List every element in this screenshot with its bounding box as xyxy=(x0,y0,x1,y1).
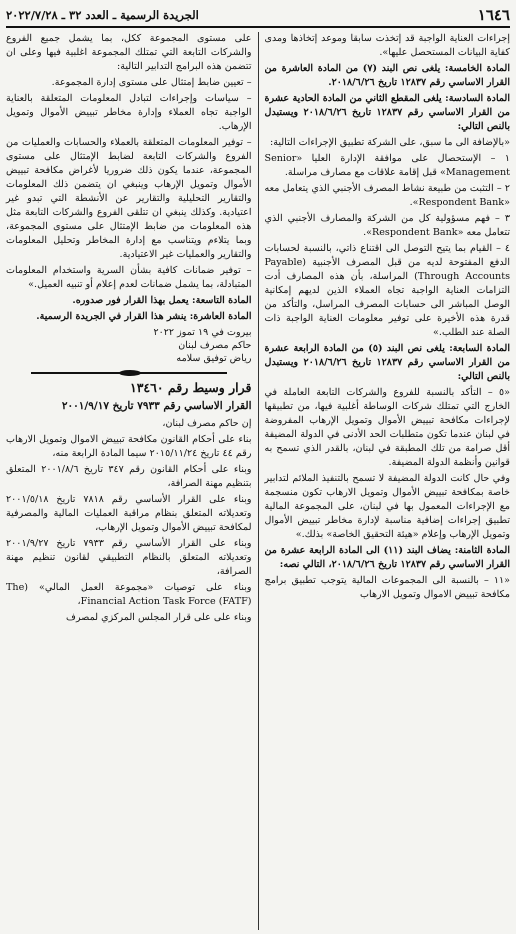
paragraph: «١١ – بالنسبة الى المجموعات المالية يتوجب تطبيق برامج مكافحة تبييض الاموال وتمويل الارهاب xyxy=(264,575,510,600)
article-10: المادة العاشرة: ينشر هذا القرار في الجريدة الرسمية. xyxy=(36,311,252,322)
list-item: – تعيين ضابط إمتثال على مستوى إدارة المجموعة. xyxy=(51,77,252,88)
signature-block xyxy=(6,326,252,365)
list-item: – سياسات وإجراءات لتبادل المعلومات المتعلقة بالعناية الواجبة تجاه العملاء وإدارة مخاطر تبييض الأموال وتمويل الإرهاب. xyxy=(6,93,252,132)
article-8: المادة الثامنة: يضاف البند (١١) الى المادة الرابعة عشرة من القرار الاساسي رقم ١٢٨٣٧ تاريخ ٢٠١٨/٦/٢٦، التالي نصه: xyxy=(264,545,511,570)
list-item: – توفير المعلومات المتعلقة بالعملاء والحسابات والعمليات من الفروع والشركات التابعة لضابط الإمتثال على مستوى المجموعة، عندما يكون ذلك ضروريا لأغراض مكافحة تبييض الأموال وتمويل الإرهاب وينبغي ان يتضمن ذلك المعلومات والتقارير التحليلية والتقارير عن الأنشطة التي تبدو غير اعتيادية. وكذلك ينبغي ان تتلقى الفروع والشركات التابعة مثل هذه المعلومات من ضابط الإمتثال على مستوى المجموعة، وبما يتلاءم ويتناسب مع إدارة المخاطر وتحليل المعلومات والتقارير والعمليات غير الاعتيادية. xyxy=(6,137,252,260)
paragraph: على مستوى المجموعة ككل، بما يشمل جميع الفروع والشركات التابعة التي تمتلك المجموعة اغلبية فيها وعلى ان تتضمن هذه البرامج التدابير التالية: xyxy=(6,33,252,72)
list-item: ١ – الإستحصال على موافقة الإدارة العليا «Senior Management» قبل إقامة علاقات مع مصارف مراسلة. xyxy=(264,153,510,178)
paragraph: إن حاكم مصرف لبنان، xyxy=(162,418,252,429)
paragraph: وبناء على توصيات «مجموعة العمل المالي» (The Financial Action Task Force (FATF)، xyxy=(6,582,252,607)
paragraph: وبناء على على قرار المجلس المركزي لمصرف xyxy=(66,612,252,623)
list-item: ٣ – فهم مسؤولية كل من الشركة والمصارف الأجنبي الذي تتعامل معه «Respondent Bank». xyxy=(264,213,510,238)
paragraph: وبناء على القرار الأساسي رقم ٧٨١٨ تاريخ ٢٠٠١/٥/١٨ وتعديلاته المتعلق بنظام مراقبة العمليات المالية والمصرفية لمكافحة تبييض الأموال وتمويل الإرهاب، xyxy=(6,494,252,533)
paragraph: إجراءات العناية الواجبة قد إتخذت سابقا وموعد إتخاذها ومدى كفاية البيانات المستحصل عليها». xyxy=(264,33,510,58)
decision-title: قرار وسيط رقم ١٣٤٦٠ xyxy=(130,380,252,395)
signature-name: رياض توفيق سلامه xyxy=(176,353,252,364)
running-title: الجريدة الرسمية ـ العدد ٣٢ ـ ٢٠٢٢/٧/٢٨ xyxy=(6,8,199,22)
list-item: – توفير ضمانات كافية بشأن السرية واستخدام المعلومات المتبادلة، بما يشمل ضمانات لعدم إعلام أو تنبيه العميل.» xyxy=(6,265,252,290)
article-5: المادة الخامسة: يلغى نص البند (٧) من المادة العاشرة من القرار الاساسي رقم ١٢٨٣٧ تاريخ ٢٠١٨/٦/٢٦. xyxy=(264,63,510,88)
signature-title: حاكم مصرف لبنان xyxy=(178,340,252,351)
article-6: المادة السادسة: يلغى المقطع الثاني من المادة الحادية عشرة من القرار الاساسي رقم ١٢٨٣٧ تاريخ ٢٠١٨/٦/٢٦ ويستبدل بالنص التالي: xyxy=(264,93,510,132)
paragraph: بناء على أحكام القانون مكافحة تبييض الاموال وتمويل الارهاب رقم ٤٤ تاريخ ٢٠١٥/١١/٢٤ سيما المادة الرابعة منه، xyxy=(6,434,252,459)
list-item: ٢ – التثبت من طبيعة نشاط المصرف الأجنبي الذي يتعامل معه «Respondent Bank». xyxy=(264,183,510,208)
right-column xyxy=(258,32,511,930)
page-number: ١٦٤٦ xyxy=(477,6,510,24)
paragraph: وفي حال كانت الدولة المضيفة لا تسمح بالتنفيذ الملائم لتدابير خاصة بمكافحة تبييض الأموال وتمويل الارهاب تكون منسجمة مع الإجراءات المعمول بها في لبنان، على المجموعة المالية تطبيق إجراءات إضافية مناسبة لإدارة مخاطر تبييض الأموال وتمويل الإرهاب وإعلام «هيئة التحقيق الخاصة» بذلك.» xyxy=(264,473,510,540)
paragraph: «٥ – التأكد بالنسبة للفروع والشركات التابعة العاملة في الخارج التي تمتلك شركات الوساطة أغلبية فيها، من تطبيقها لإجراءات مكافحة تبييض الأموال وتمويل الإرهاب المفروضة في لبنان عندما تكون متطلبات الحد الأدنى في الدولة المضيفة أقل صرامة من تلك المطبقة في لبنان، بالقدر الذي تسمح به قوانين وأنظمة الدولة المضيفة. xyxy=(264,387,510,468)
text-columns xyxy=(6,32,510,930)
list-item: ٤ – القيام بما يتيح التوصل الى اقتناع ذاتي، بالنسبة لحسابات الدفع المفتوحة لديه من قبل المصرف الأجنبية (Payable Through Accounts) المراسلة، بأن هذه المصارف أدت التزامات العناية الواجبة تجاه العملاء الذين لديهم إمكانية الوصل المباشر الى حسابات المصرف المراسل، والتأكد من قدرة هذه الأخيرة على توفير معلومات العناية الواجبة ذات الصلة عند الطلب.» xyxy=(264,243,510,338)
paragraph: وبناء على القرار الأساسي رقم ٧٩٣٣ تاريخ ٢٠٠١/٩/٢٧ وتعديلاته المتعلق بالنظام التطبيقي لقانون تنظيم مهنة الصرافة، xyxy=(6,538,252,577)
signature-place-date: بيروت في ١٩ تموز ٢٠٢٢ xyxy=(153,327,252,338)
left-column xyxy=(6,32,258,930)
decision-subtitle: القرار الاساسي رقم ٧٩٣٣ تاريخ ٢٠٠١/٩/١٧ xyxy=(61,400,252,412)
paragraph: «بالإضافة الى ما سبق، على الشركة تطبيق الإجراءات التالية: xyxy=(269,137,510,148)
page-header xyxy=(6,4,510,28)
section-divider xyxy=(31,372,227,374)
paragraph: وبناء على أحكام القانون رقم ٣٤٧ تاريخ ٢٠٠١/٨/٦ المتعلق بتنظيم مهنة الصرافة، xyxy=(6,464,252,489)
article-7: المادة السابعة: يلغى نص البند (٥) من المادة الرابعة عشرة من القرار الاساسي رقم ١٢٨٣٧ تاريخ ٢٠١٨/٦/٢٦ ويستبدل بالنص التالي: xyxy=(264,343,510,382)
article-9: المادة التاسعة: يعمل بهذا القرار فور صدوره. xyxy=(72,295,252,306)
